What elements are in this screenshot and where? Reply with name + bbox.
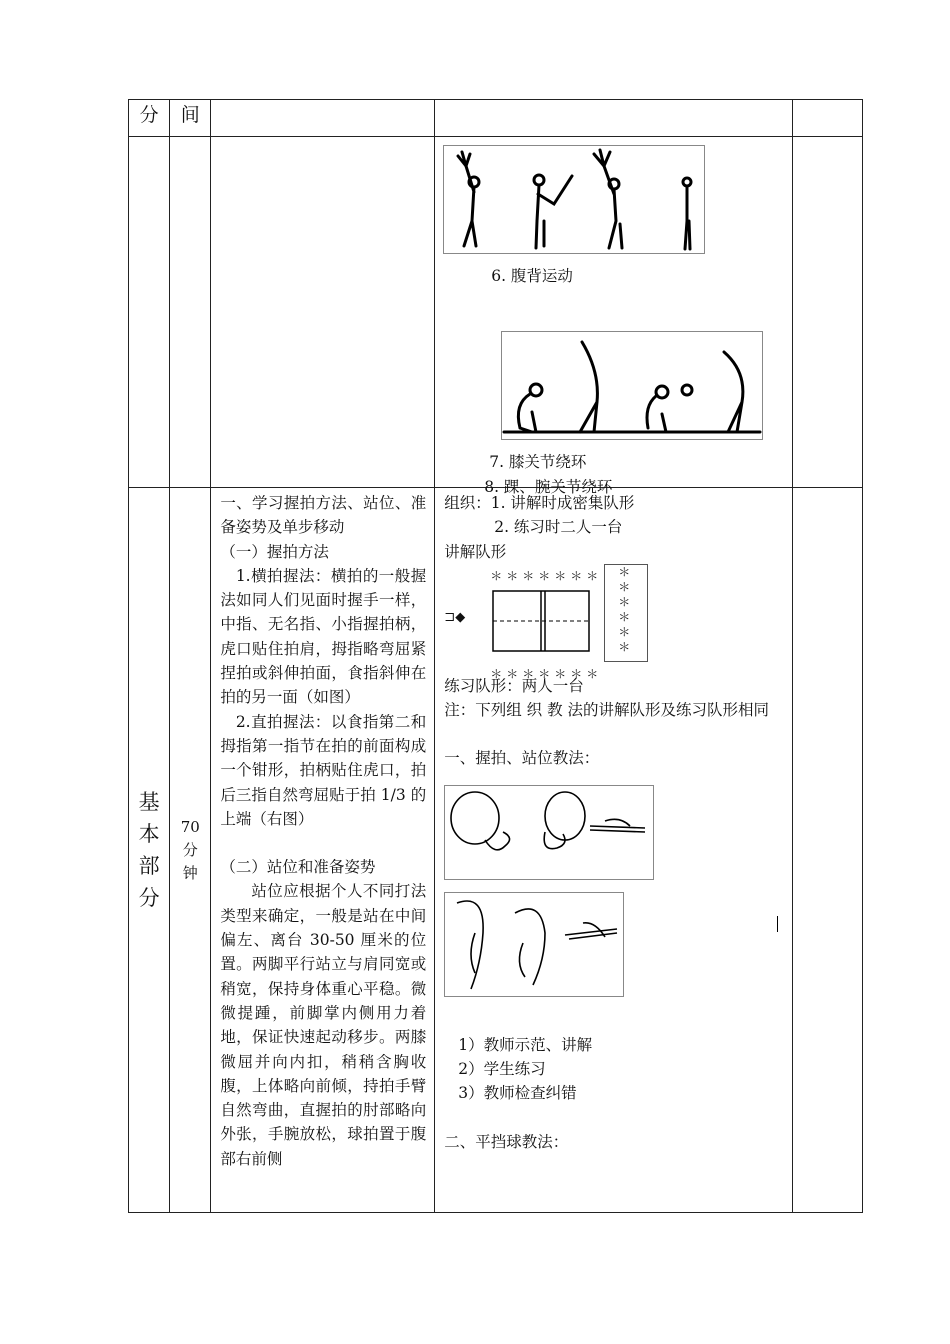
warmup-time-cell: [170, 137, 211, 488]
table-diagram: [492, 590, 592, 654]
grip-figure-2: [444, 892, 624, 997]
content-paragraph: 站位应根据个人不同打法类型来确定，一般是站在中间偏左、离台 30-50 厘米的位置。两脚平行站立与肩同宽或稍宽，保持身体重心平稳。微微提踵，前脚掌内侧用力着地，保证快速起动移步。两膝微屈并向内扣，稍稍含胸收腹，上体略向前倾，持拍手臂自然弯曲，直握拍的肘部略向外张，手腕放松，球拍置于腹部右前侧: [220, 882, 427, 1168]
warmup-org-cell: [435, 137, 792, 496]
warmup-section-cell: [129, 137, 170, 488]
stars-bottom: ＊＊＊＊＊＊＊: [490, 666, 603, 681]
stars-top: ＊＊＊＊＊＊＊: [490, 568, 603, 583]
caption-6: 6. 腹背运动: [491, 267, 573, 285]
basic-org-cell: [435, 488, 792, 1213]
stars-column-box: [604, 564, 648, 662]
basic-notes-cell: [792, 488, 862, 1213]
warmup-notes-cell: [792, 137, 862, 488]
grip-figure-1: [444, 785, 654, 880]
content-paragraph: 2.直拍握法：以食指第二和拇指第一指节在拍的前面构成一个钳形，拍柄贴住虎口，拍后三指自然弯屈贴于拍 1/3 的上端（右图）: [220, 712, 427, 828]
org-line-4: 练习队形：两人一台: [444, 676, 584, 695]
lesson-plan-table: [128, 99, 863, 1213]
basic-section-cell: [129, 488, 170, 1213]
header-row: [129, 100, 863, 137]
content-subheading: （一）握拍方法: [220, 542, 329, 561]
header-cell-1: 分: [129, 100, 170, 137]
time-unit-1: 分: [182, 840, 198, 859]
time-unit-2: 钟: [182, 863, 198, 882]
content-paragraph: 1.横拍握法：横拍的一般握法如同人们见面时握手一样，中指、无名指、小指握拍柄，虎口贴住拍肩，拇指略弯屈紧捏拍或斜伸拍面，食指斜伸在拍的另一面（如图）: [220, 566, 427, 707]
section-char: 基: [138, 790, 160, 814]
formation-marker: ⊐◆: [444, 609, 466, 625]
trunk-figure: [501, 331, 763, 440]
org-line-7: 二、平挡球教法：: [444, 1132, 569, 1151]
stars-column: ＊＊＊＊＊＊: [618, 564, 631, 654]
header-cell-5: [792, 100, 862, 137]
basic-time-cell: [170, 488, 211, 1213]
caption-7: 7. 膝关节绕环: [489, 453, 587, 471]
time-label: [170, 816, 210, 885]
step-2: 2）学生练习: [458, 1060, 546, 1079]
warmup-content-cell: [211, 137, 435, 488]
header-cell-3: [211, 100, 435, 137]
org-line-1: 组织：1. 讲解时成密集队形: [444, 494, 635, 512]
header-cell-2: 间: [170, 100, 211, 137]
content-heading: 一、学习握拍方法、站位、准备姿势及单步移动: [220, 494, 427, 537]
caption-8: 8. 踝、腕关节绕环: [484, 478, 613, 496]
formation-diagram: [444, 564, 785, 681]
time-value: 70: [180, 817, 200, 836]
step-1: 1）教师示范、讲解: [458, 1035, 593, 1054]
org-line-6: 一、握拍、站位教法：: [444, 749, 600, 768]
stretch-figure: [443, 145, 705, 254]
section-char: 部: [138, 854, 160, 878]
org-line-5: 注：下列组 织 教 法的讲解队形及练习队形相同: [444, 701, 770, 720]
section-label: [129, 786, 169, 914]
header-cell-4: [435, 100, 792, 137]
section-char: 分: [138, 886, 160, 910]
step-3: 3）教师检查纠错: [458, 1084, 577, 1103]
section-char: 本: [138, 822, 160, 846]
basic-row: [129, 488, 863, 1213]
org-line-3: 讲解队形: [444, 542, 507, 561]
org-line-2: 2. 练习时二人一台: [494, 518, 623, 537]
cursor-mark: [777, 916, 778, 932]
warmup-row: [129, 137, 863, 488]
basic-content-cell: [211, 488, 435, 1213]
content-subheading: （二）站位和准备姿势: [220, 858, 376, 877]
